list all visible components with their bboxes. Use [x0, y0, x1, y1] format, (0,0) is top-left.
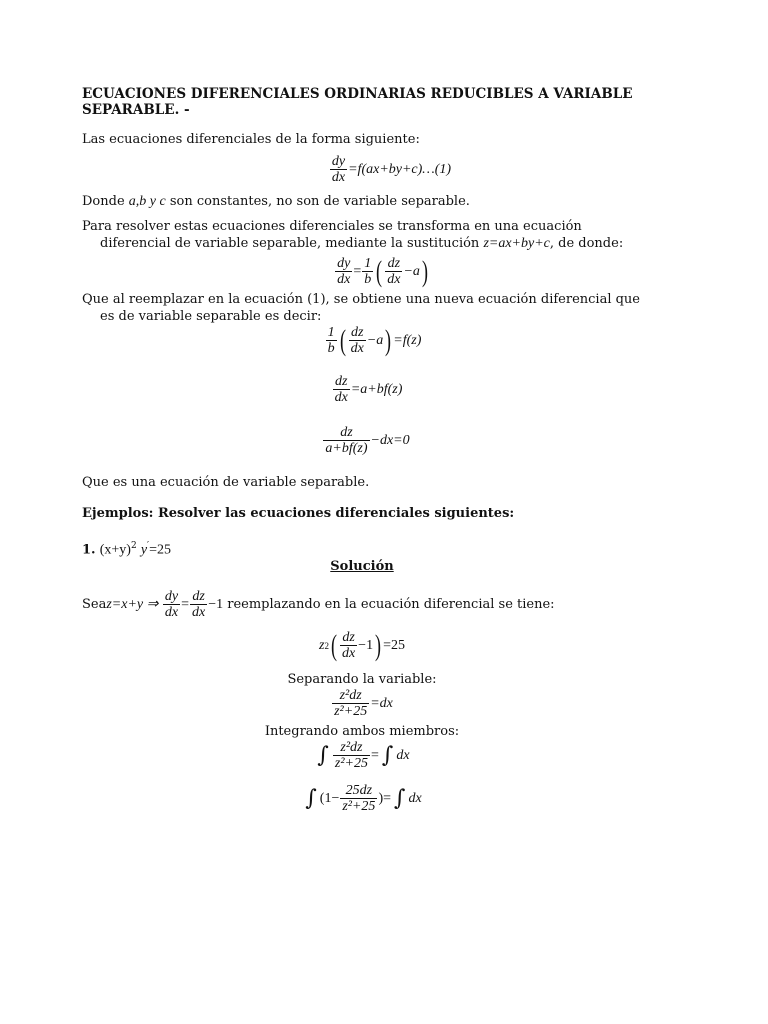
- eq-tail: −1: [358, 637, 374, 653]
- frac-num: z²dz: [339, 688, 362, 704]
- examples-heading: Ejemplos: Resolver las ecuaciones diferenciales siguientes:: [82, 506, 515, 521]
- math-inline: =25: [149, 542, 171, 558]
- frac-den: dx: [350, 341, 364, 356]
- frac-den: a+bf(z): [325, 441, 368, 456]
- frac-num: dz: [350, 325, 364, 340]
- exponent: 2: [324, 640, 329, 651]
- exponent: 2: [130, 541, 137, 551]
- equation-8: [82, 740, 642, 771]
- integrating-label: Integrando ambos miembros:: [264, 724, 460, 740]
- eq-rhs: =a+bf(z): [350, 381, 403, 397]
- eq-rhs: =25: [383, 637, 405, 653]
- eq-pre: (1−: [319, 790, 340, 806]
- separating-label: Separando la variable:: [287, 672, 437, 688]
- math-inline: z=x+y ⇒: [106, 597, 162, 613]
- text: son constantes, no son de variable separable.: [165, 194, 470, 209]
- constants-paragraph: [82, 193, 642, 210]
- math-inline: z=ax+by+c: [483, 236, 550, 251]
- eq1-rhs: =f(ax+by+c)…(1): [348, 161, 452, 177]
- frac-num: dz: [334, 374, 348, 389]
- eq-rhs: =f(z): [393, 332, 422, 348]
- math-inline: a,b y c: [128, 194, 166, 209]
- equals: =: [370, 747, 379, 763]
- eq-rhs: dx: [408, 790, 422, 806]
- frac-num: dy: [337, 256, 351, 271]
- text: Para resolver estas ecuaciones diferenciales se transforma en una ecuación diferencial de variable separable, mediante la sustitución: [82, 219, 582, 251]
- frac-num: dz: [340, 425, 353, 440]
- frac-den: dx: [334, 390, 348, 405]
- example-1: [82, 538, 642, 558]
- frac-num: dz: [387, 256, 401, 271]
- document-page: [82, 86, 642, 814]
- frac-den: z²+25: [342, 799, 376, 815]
- frac-num: dy: [164, 589, 179, 605]
- prime: ′: [147, 541, 150, 551]
- equation-2: $\frac{dy}{dx}$ = $\frac{1}{b}$ ( $\frac{dz}{dx}$ −a ): [337, 254, 428, 288]
- integral-sign: ∫: [317, 743, 329, 769]
- text: Sea: [82, 597, 107, 613]
- frac-num: 1: [327, 325, 335, 340]
- solution-heading: [82, 558, 642, 575]
- text: reemplazando en la ecuación diferencial se tiene:: [223, 597, 555, 613]
- frac-den: z²+25: [334, 704, 368, 720]
- page-title: ECUACIONES DIFERENCIALES ORDINARIAS REDUCIBLES A VARIABLE SEPARABLE. -: [82, 86, 633, 118]
- solution-label: Solución: [330, 559, 394, 575]
- integral-sign: ∫: [305, 786, 317, 812]
- frac-den: dx: [337, 272, 351, 287]
- text: Donde: [82, 194, 129, 209]
- math-inline: −1: [208, 597, 224, 613]
- eq-rhs: dx: [396, 747, 410, 763]
- example-number: 1.: [82, 542, 96, 558]
- equation-6: z 2 ( $\frac{dz}{dx}$ −1 ) =25: [319, 628, 405, 662]
- integral-sign: ∫: [381, 743, 394, 769]
- equation-4: [92, 374, 642, 405]
- frac-num: z²dz: [340, 740, 363, 756]
- equation-7: [82, 688, 642, 719]
- math-inline: y: [140, 542, 148, 558]
- separable-paragraph: Que es una ecuación de variable separable.: [82, 475, 370, 490]
- frac-den: b: [327, 341, 335, 356]
- equation-5: [90, 425, 642, 456]
- frac-num: dz: [342, 630, 355, 646]
- math-var: z: [319, 637, 325, 653]
- eq-rhs: =dx: [370, 695, 393, 711]
- equation-1: [138, 154, 642, 185]
- frac-den: z²+25: [334, 756, 368, 772]
- frac-den: dx: [341, 646, 356, 662]
- text: , de donde:: [549, 236, 624, 251]
- frac-den: dx: [164, 605, 179, 621]
- math-inline: =: [181, 597, 189, 613]
- substitution-paragraph: [82, 218, 642, 252]
- eq-rhs: −dx=0: [370, 432, 410, 448]
- substitution-line: [82, 589, 642, 620]
- frac-den: b: [364, 272, 372, 287]
- equation-9: [82, 783, 642, 814]
- equation-3: $\frac{1}{b}$ ( $\frac{dz}{dx}$ −a ) =f(z): [327, 323, 422, 357]
- frac-num: dz: [192, 589, 205, 605]
- eq1-denominator: dx: [331, 170, 346, 185]
- eq-tail: −a: [366, 332, 384, 348]
- frac-den: dx: [387, 272, 401, 287]
- intro-paragraph: Las ecuaciones diferenciales de la forma siguiente:: [82, 132, 420, 147]
- eq-tail: −a: [403, 263, 420, 279]
- frac-den: dx: [192, 605, 206, 621]
- frac-num: 1: [364, 256, 372, 271]
- eq1-numerator: dy: [331, 154, 346, 169]
- replace-paragraph: Que al reemplazar en la ecuación (1), se obtiene una nueva ecuación diferencial que es de variable separable es decir:: [82, 292, 640, 324]
- integral-sign: ∫: [394, 786, 406, 812]
- math-inline: (x+y): [99, 542, 131, 558]
- eq-post: )=: [378, 790, 391, 806]
- frac-num: 25dz: [345, 783, 373, 799]
